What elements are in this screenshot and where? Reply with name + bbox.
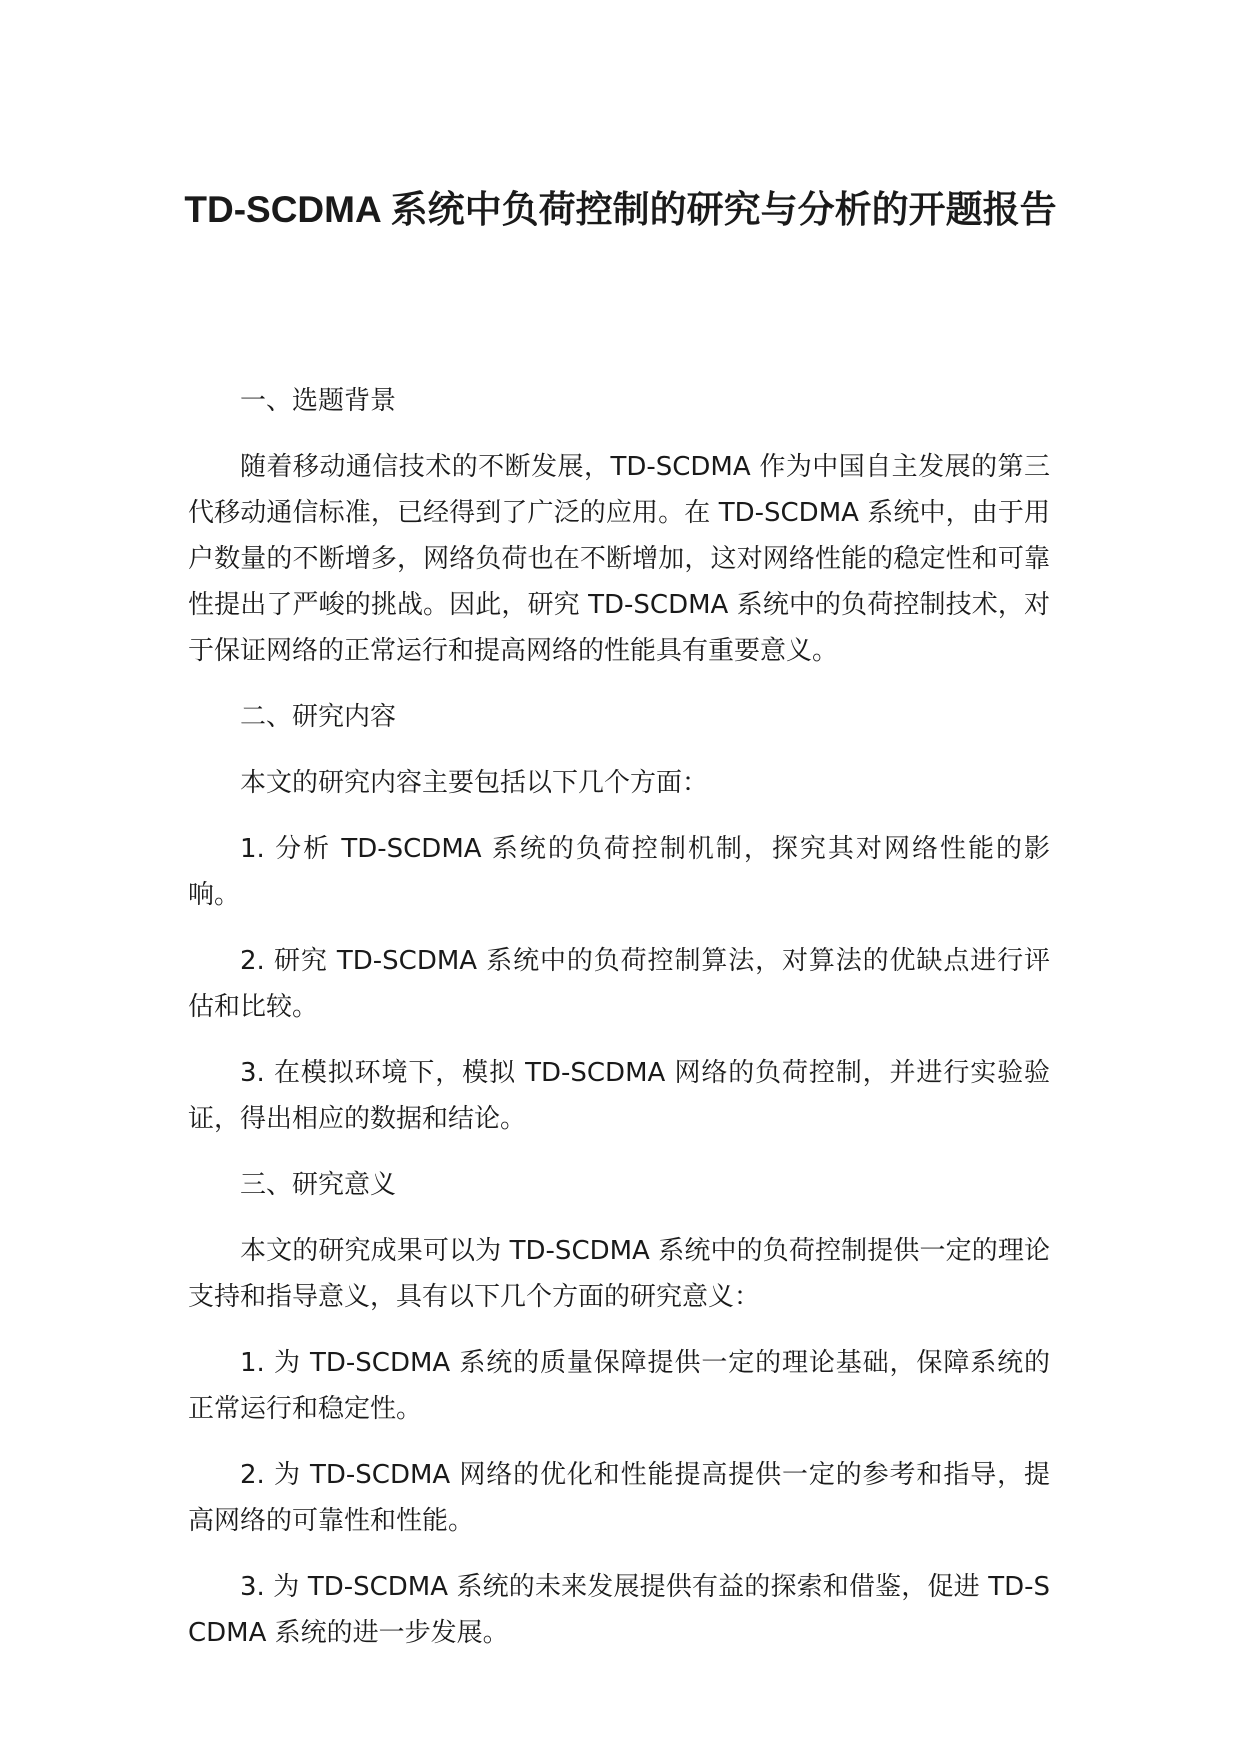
document-title: TD-SCDMA 系统中负荷控制的研究与分析的开题报告	[184, 189, 1057, 230]
list-item-content-2: 2. 研究 TD-SCDMA 系统中的负荷控制算法，对算法的优缺点进行评估和比较。	[188, 946, 1050, 1022]
paragraph-significance-intro: 本文的研究成果可以为 TD-SCDMA 系统中的负荷控制提供一定的理论支持和指导意义，具有以下几个方面的研究意义：	[188, 1236, 1050, 1312]
list-item-content-1: 1. 分析 TD-SCDMA 系统的负荷控制机制，探究其对网络性能的影响。	[188, 834, 1050, 910]
section-heading-background: 一、选题背景	[240, 386, 397, 416]
list-item-significance-3: 3. 为 TD-SCDMA 系统的未来发展提供有益的探索和借鉴，促进 TD-SCDMA 系统的进一步发展。	[188, 1572, 1050, 1648]
list-item-significance-2: 2. 为 TD-SCDMA 网络的优化和性能提高提供一定的参考和指导，提高网络的可靠性和性能。	[188, 1460, 1050, 1536]
paragraph-background: 随着移动通信技术的不断发展，TD-SCDMA 作为中国自主发展的第三代移动通信标准，已经得到了广泛的应用。在 TD-SCDMA 系统中，由于用户数量的不断增多，网络负荷也在不断增加，这对网络性能的稳定性和可靠性提出了严峻的挑战。因此，研究 TD-SCDMA 系统中的负荷控制技术，对于保证网络的正常运行和提高网络的性能具有重要意义。	[188, 452, 1050, 666]
section-heading-significance: 三、研究意义	[240, 1170, 397, 1200]
document-body	[188, 378, 1050, 1676]
paragraph-content-intro: 本文的研究内容主要包括以下几个方面：	[240, 768, 709, 798]
list-item-content-3: 3. 在模拟环境下，模拟 TD-SCDMA 网络的负荷控制，并进行实验验证，得出相应的数据和结论。	[188, 1058, 1050, 1134]
list-item-significance-1: 1. 为 TD-SCDMA 系统的质量保障提供一定的理论基础，保障系统的正常运行和稳定性。	[188, 1348, 1050, 1424]
section-heading-content: 二、研究内容	[240, 702, 397, 732]
